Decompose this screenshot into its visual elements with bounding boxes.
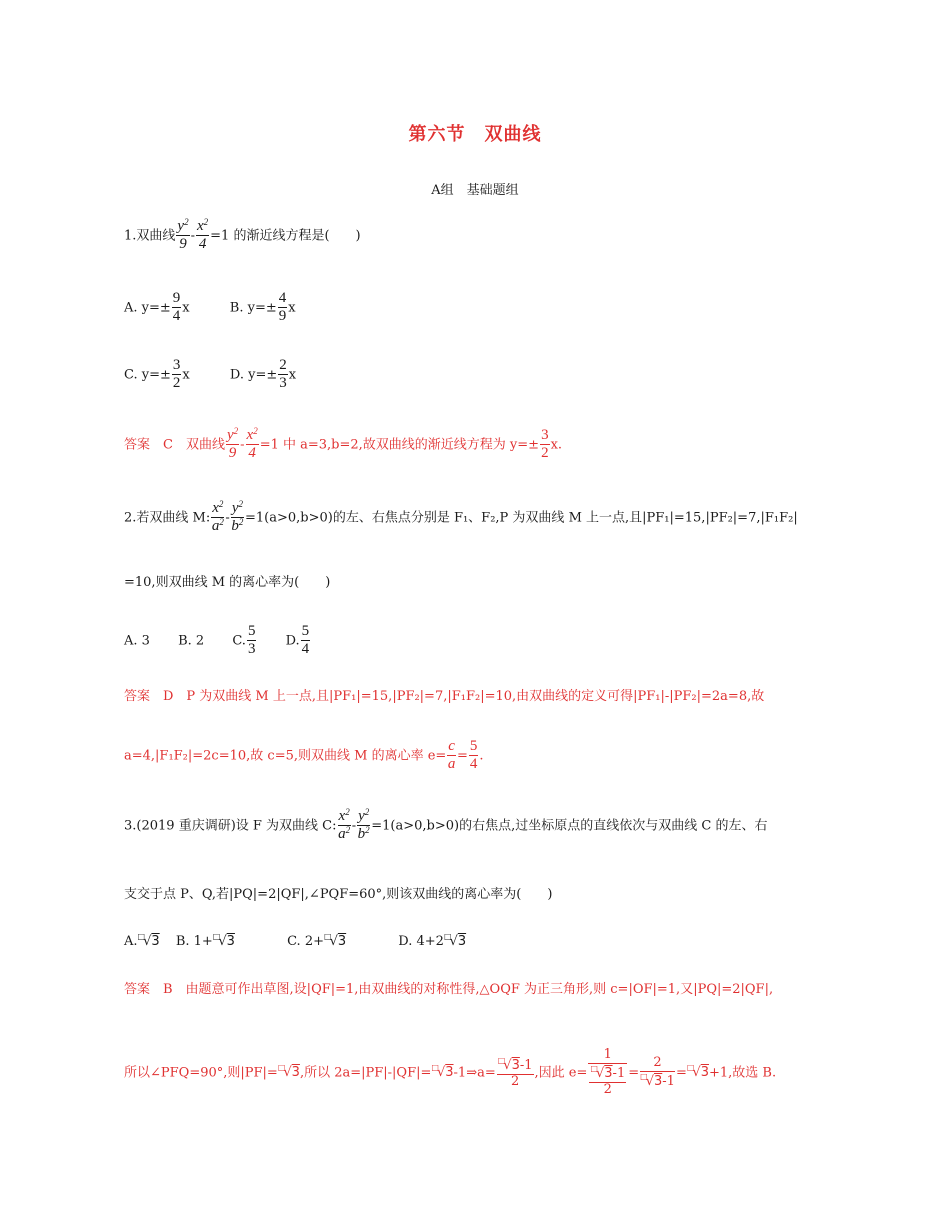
q3-option-d-radical: □√3 [443,932,467,949]
q2-answer-line1: 答案 D P 为双曲线 M 上一点,且|PF₁|=15,|PF₂|=7,|F₁F₂|=10,由双曲线的定义可得|PF₁|-|PF₂|=2a=8,故 [124,689,765,704]
group-title: A组 基础题组 [431,183,519,198]
q1-option-d-label: D. y=± [229,367,278,383]
q1-answer-label: 答案 C 双曲线 [124,437,225,453]
q2-prefix: 2.若双曲线 M: [124,510,211,526]
q3-answer-line2 [124,1048,776,1098]
q3-answer-radical-2a: □√3 [431,1063,454,1081]
q3-answer-line1: 答案 B 由题意可作出草图,设|QF|=1,由双曲线的对称性得,△OQF 为正三角形,则 c=|OF|=1,又|PQ|=2|QF|, [124,982,774,997]
q3-prefix: 3.(2019 重庆调研)设 F 为双曲线 C: [124,818,337,834]
q1-answer-frac2: $\frac{x^2}{4}$ [246,426,258,462]
q3-option-b: B. 1+ [175,934,213,949]
q2-option-d-label: D. [285,633,300,649]
q3-answer-radical-pf: □√3 [277,1063,300,1081]
q1-answer-minus: - [240,437,245,453]
q2-stem-line2: =10,则双曲线 M 的离心率为( ) [124,575,331,590]
q2-options [124,623,311,659]
q3-minus: - [351,818,357,834]
q2-option-d-frac: $\frac{5}{4}$ [301,623,310,658]
q3-option-b-radical: □√3 [212,932,235,949]
q1-answer-mid: =1 中 a=3,b=2,故双曲线的渐近线方程为 y=± [259,437,540,453]
q2-option-c-label: C. [232,633,246,649]
q2-option-b: B. 2 [178,633,205,649]
q2-answer-text: a=4,|F₁F₂|=2c=10,故 c=5,则双曲线 M 的离心率 e= [124,748,447,764]
q3-answer-frac-a: $\frac{^□√3-1}{2}$ [497,1055,533,1089]
q3-option-a: A. [124,934,138,949]
q1-option-b-x: x [288,300,296,316]
q3-answer-radical-e1: □√3 [590,1063,613,1081]
q1-option-b-label: B. y=± [229,300,277,316]
q1-option-c-x: x [182,367,190,383]
q3-answer-part-d: ,因此 e= [534,1065,588,1081]
q1-option-a-frac: $\frac{9}{4}$ [172,290,181,325]
q2-answer-frac-5-4: $\frac{5}{4}$ [469,738,478,773]
q1-option-c-label: C. y=± [124,367,171,383]
q1-option-a-label: A. y=± [124,300,171,316]
q2-frac-y2-b2: $\frac{y^2}{b^2}$ [231,499,244,535]
q1-option-b-frac: $\frac{4}{9}$ [278,290,287,325]
q3-frac-y2-b2: $\frac{y^2}{b^2}$ [357,807,370,843]
q2-line1-rest: =1(a>0,b>0)的左、右焦点分别是 F₁、F₂,P 为双曲线 M 上一点,且|PF₁|=15,|PF₂|=7,|F₁F₂| [244,510,798,526]
q3-answer-part-a: 所以∠PFQ=90°,则|PF|= [124,1065,278,1081]
q2-option-c-frac: $\frac{5}{3}$ [247,623,256,658]
q3-stem-line1 [124,808,767,844]
q1-frac-y2-9: $\frac{y^2}{9}$ [177,217,189,253]
q3-frac-x2-a2: $\frac{x^2}{a^2}$ [338,807,351,843]
q3-stem-line2: 支交于点 P、Q,若|PQ|=2|QF|,∠PQF=60°,则该双曲线的离心率为( ) [124,887,553,902]
q1-options-cd [124,357,296,393]
q1-option-d-x: x [288,367,297,383]
q3-line1-rest: =1(a>0,b>0)的右焦点,过坐标原点的直线依次与双曲线 C 的左、右 [371,818,768,834]
q3-option-c-radical: □√3 [324,932,347,949]
q3-answer-radical-a: □√3 [497,1055,520,1073]
q3-answer-part-e: +1,故选 B. [708,1065,777,1081]
q1-answer-frac3: $\frac{3}{2}$ [541,427,549,462]
q2-answer-eq: = [456,748,468,764]
q2-answer-frac-c-a: $\frac{c}{a}$ [447,738,456,773]
section-title: 第六节 双曲线 [408,124,542,145]
q3-answer-part-b: ,所以 2a=|PF|-|QF|= [299,1065,432,1081]
q1-option-d-frac: $\frac{2}{3}$ [279,357,287,392]
q1-minus: - [190,228,195,244]
q1-answer [124,427,562,463]
q3-options [124,933,466,948]
q3-option-c: C. 2+ [287,934,324,949]
q2-answer-end: . [479,748,484,764]
q2-frac-x2-a2: $\frac{x^2}{a^2}$ [211,499,224,535]
q3-option-d: D. 4+2 [398,934,444,949]
q3-answer-frac-e1: $\frac{1}{\frac{^□√3-1}{2}}$ [590,1047,626,1097]
q1-prefix: 1.双曲线 [124,228,176,244]
q1-option-a-x: x [182,300,190,316]
q3-answer-part-c: -1⇒a= [453,1065,496,1081]
q2-minus: - [225,510,230,526]
q3-answer-radical-final: □√3 [686,1063,709,1081]
q1-options-ab [124,290,296,326]
q2-option-a: A. 3 [124,633,150,649]
q3-answer-eq2: = [675,1065,687,1081]
q3-answer-eq1: = [628,1065,640,1081]
q3-answer-frac-e2: $\frac{2}{^□√3-1}$ [640,1054,675,1089]
q1-suffix: =1 的渐近线方程是( ) [210,228,361,244]
q2-stem-line1 [124,500,798,536]
q1-answer-frac1: $\frac{y^2}{9}$ [226,426,239,462]
q3-option-a-radical: □√3 [137,932,160,949]
q1-answer-end: x. [550,437,563,453]
q3-answer-inner-frac: $\frac{^□√3-1}{2}$ [590,1063,626,1097]
q1-stem [124,218,361,254]
q2-answer-line2 [124,738,484,774]
q1-option-c-frac: $\frac{3}{2}$ [172,357,181,392]
q3-answer-radical-e2: □√3 [640,1071,663,1089]
q1-frac-x2-4: $\frac{x^2}{4}$ [196,217,209,253]
